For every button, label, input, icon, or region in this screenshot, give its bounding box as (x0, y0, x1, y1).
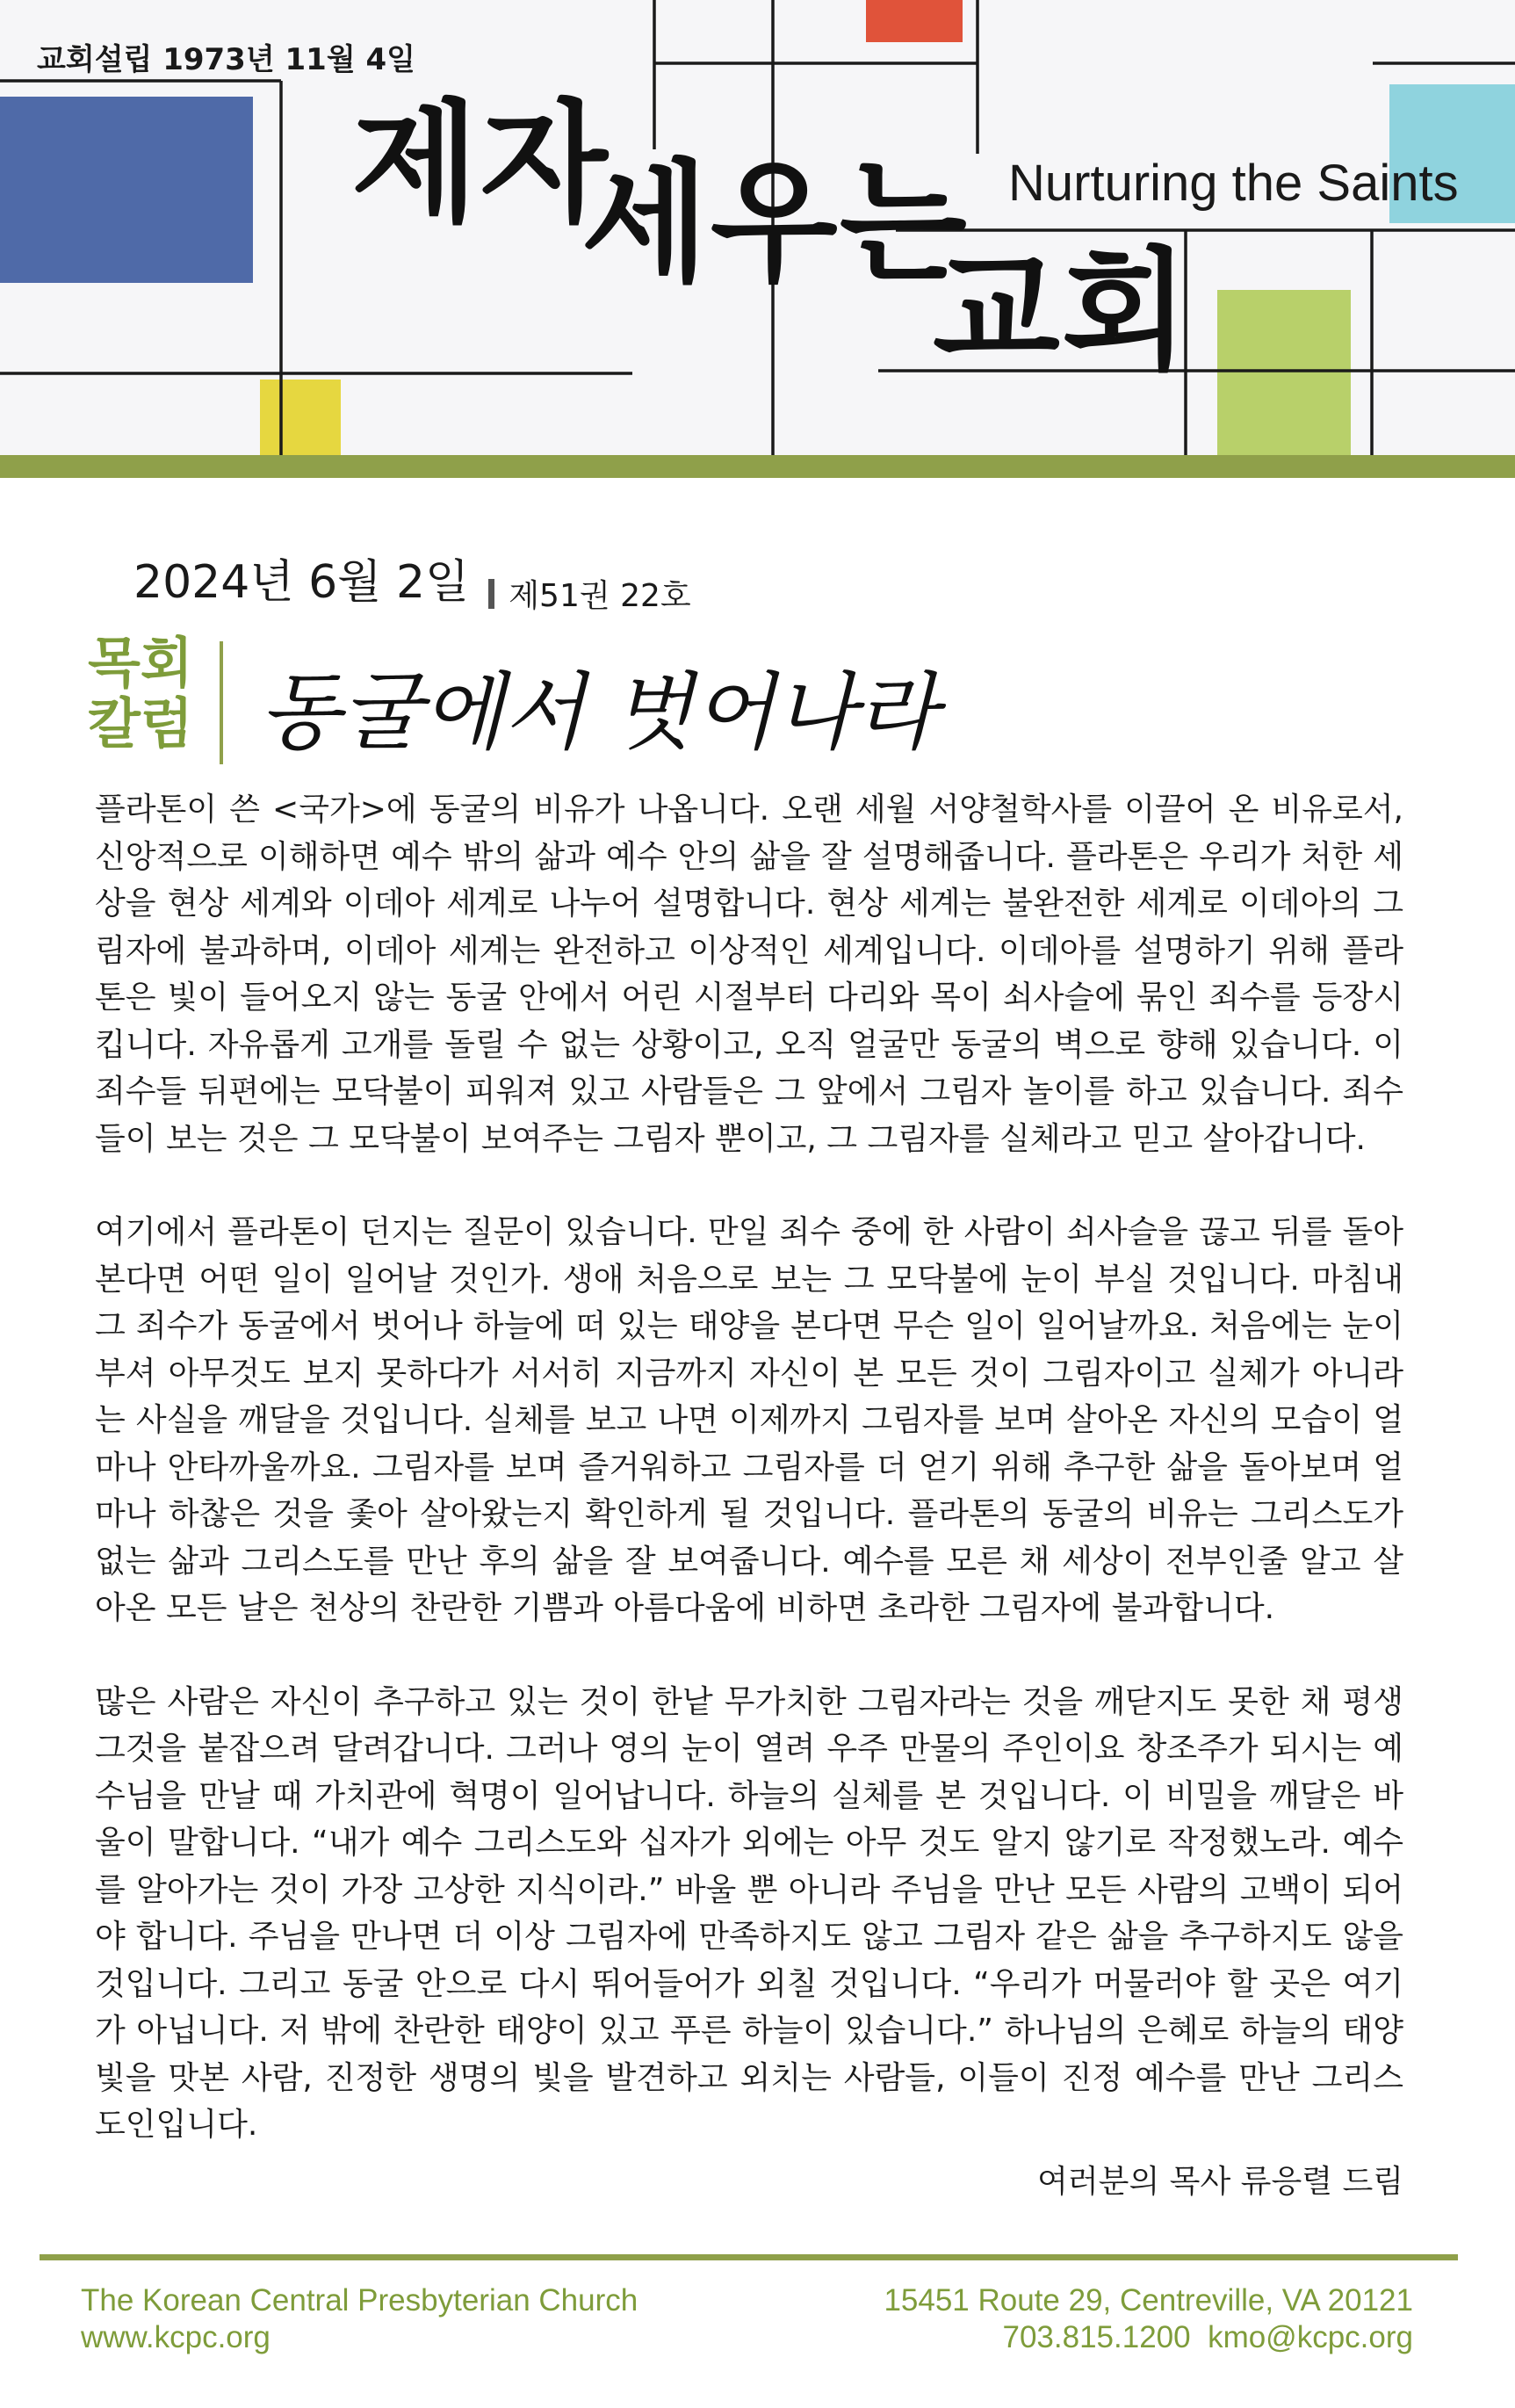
title-word-2: 세우는 (581, 148, 969, 300)
issue-date: 2024년 6월 2일 (133, 556, 470, 609)
column-divider (220, 641, 223, 764)
issue-volume: 제51권 22호 (509, 578, 691, 614)
church-name: The Korean Central Presbyterian Church (81, 2283, 638, 2318)
column-label-line2: 칼럼 (88, 691, 193, 756)
phone-number[interactable]: 703.815.1200 (1002, 2320, 1191, 2354)
column-label (88, 633, 193, 755)
blue-block (0, 97, 253, 283)
lime-block (1217, 290, 1351, 457)
column-label-line1: 목회 (88, 631, 193, 695)
title-word-3: 교회 (933, 235, 1191, 388)
issue-line (133, 545, 691, 616)
header-divider-band (0, 455, 1515, 478)
email-link[interactable]: kmo@kcpc.org (1208, 2320, 1413, 2354)
contact-line (884, 2319, 1413, 2356)
signature: 여러분의 목사 류응렬 드림 (1037, 2164, 1403, 2200)
column-title: 동굴에서 벗어나라 (259, 663, 938, 762)
yellow-block (260, 380, 341, 457)
header-banner (0, 0, 1515, 457)
issue-separator (488, 579, 494, 609)
website-link[interactable]: www.kcpc.org (81, 2320, 271, 2354)
article-paragraph-1: 플라톤이 쓴 <국가>에 동굴의 비유가 나옵니다. 오랜 세월 서양철학사를 이끌어 온 비유로서, 신앙적으로 이해하면 예수 밖의 삶과 예수 안의 삶을 잘 설명해줍니다. 플라톤은 우리가 처한 세상을 현상 세계와 이데아 세계로 나누어 설명합니다. 현상 세계는 불완전한 세계로 이데아의 그림자에 불과하며, 이데아 세계는 완전하고 이상적인 세계입니다. 이데아를 설명하기 위해 플라톤은 빛이 들어오지 않는 동굴 안에서 어린 시절부터 다리와 목이 쇠사슬에 묶인 죄수를 등장시킵니다. 자유롭게 고개를 돌릴 수 없는 상황이고, 오직 얼굴만 동굴의 벽으로 향해 있습니다. 이 죄수들 뒤편에는 모닥불이 피워져 있고 사람들은 그 앞에서 그림자 놀이를 하고 있습니다. 죄수들이 보는 것은 그 모닥불이 보여주는 그림자 뿐이고, 그 그림자를 실체라고 믿고 살아갑니다. (95, 792, 1403, 1157)
founding-date: 교회설립 1973년 11월 4일 (37, 42, 416, 77)
footer-right (884, 2282, 1413, 2356)
red-block (866, 0, 963, 42)
subtitle: Nurturing the Saints (1008, 155, 1459, 212)
article-paragraph-3: 많은 사람은 자신이 추구하고 있는 것이 한낱 무가치한 그림자라는 것을 깨닫지도 못한 채 평생 그것을 붙잡으려 달려갑니다. 그러나 영의 눈이 열려 우주 만물의 주인이요 창조주가 되시는 예수님을 만날 때 가치관에 혁명이 일어납니다. 하늘의 실체를 본 것입니다. 이 비밀을 깨달은 바울이 말합니다. “내가 예수 그리스도와 십자가 외에는 아무 것도 알지 않기로 작정했노라. 예수를 알아가는 것이 가장 고상한 지식이라.” 바울 뿐 아니라 주님을 만난 모든 사람의 고백이 되어야 합니다. 주님을 만나면 더 이상 그림자에 만족하지도 않고 그림자 같은 삶을 추구하지도 않을 것입니다. 그리고 동굴 안으로 다시 뛰어들어가 외칠 것입니다. “우리가 머물러야 할 곳은 여기가 아닙니다. 저 밖에 찬란한 태양이 있고 푸른 하늘이 있습니다.” 하나님의 은혜로 하늘의 태양 빛을 맛본 사람, 진정한 생명의 빛을 발견하고 외치는 사람들, 이들이 진정 예수를 만난 그리스도인입니다. (95, 1683, 1403, 2143)
footer-left (81, 2282, 638, 2356)
article-paragraph-2: 여기에서 플라톤이 던지는 질문이 있습니다. 만일 죄수 중에 한 사람이 쇠사슬을 끊고 뒤를 돌아본다면 어떤 일이 일어날 것인가. 생애 처음으로 보는 그 모닥불에 눈이 부실 것입니다. 마침내 그 죄수가 동굴에서 벗어나 하늘에 떠 있는 태양을 본다면 무슨 일이 일어날까요. 처음에는 눈이 부셔 아무것도 보지 못하다가 서서히 지금까지 자신이 본 모든 것이 그림자이고 실체가 아니라는 사실을 깨달을 것입니다. 실체를 보고 나면 이제까지 그림자를 보며 살아온 자신의 모습이 얼마나 안타까울까요. 그림자를 보며 즐거워하고 그림자를 더 얻기 위해 추구한 삶을 돌아보며 얼마나 하찮은 것을 좇아 살아왔는지 확인하게 될 것입니다. 플라톤의 동굴의 비유는 그리스도가 없는 삶과 그리스도를 만난 후의 삶을 잘 보여줍니다. 예수를 모른 채 세상이 전부인줄 알고 살아온 모든 날은 천상의 찬란한 기쁨과 아름다움에 비하면 초라한 그림자에 불과합니다. (95, 1214, 1403, 1626)
church-address: 15451 Route 29, Centreville, VA 20121 (884, 2283, 1413, 2318)
footer-divider (40, 2254, 1458, 2260)
article-body (95, 786, 1403, 2195)
title-word-1: 제자 (351, 88, 610, 241)
